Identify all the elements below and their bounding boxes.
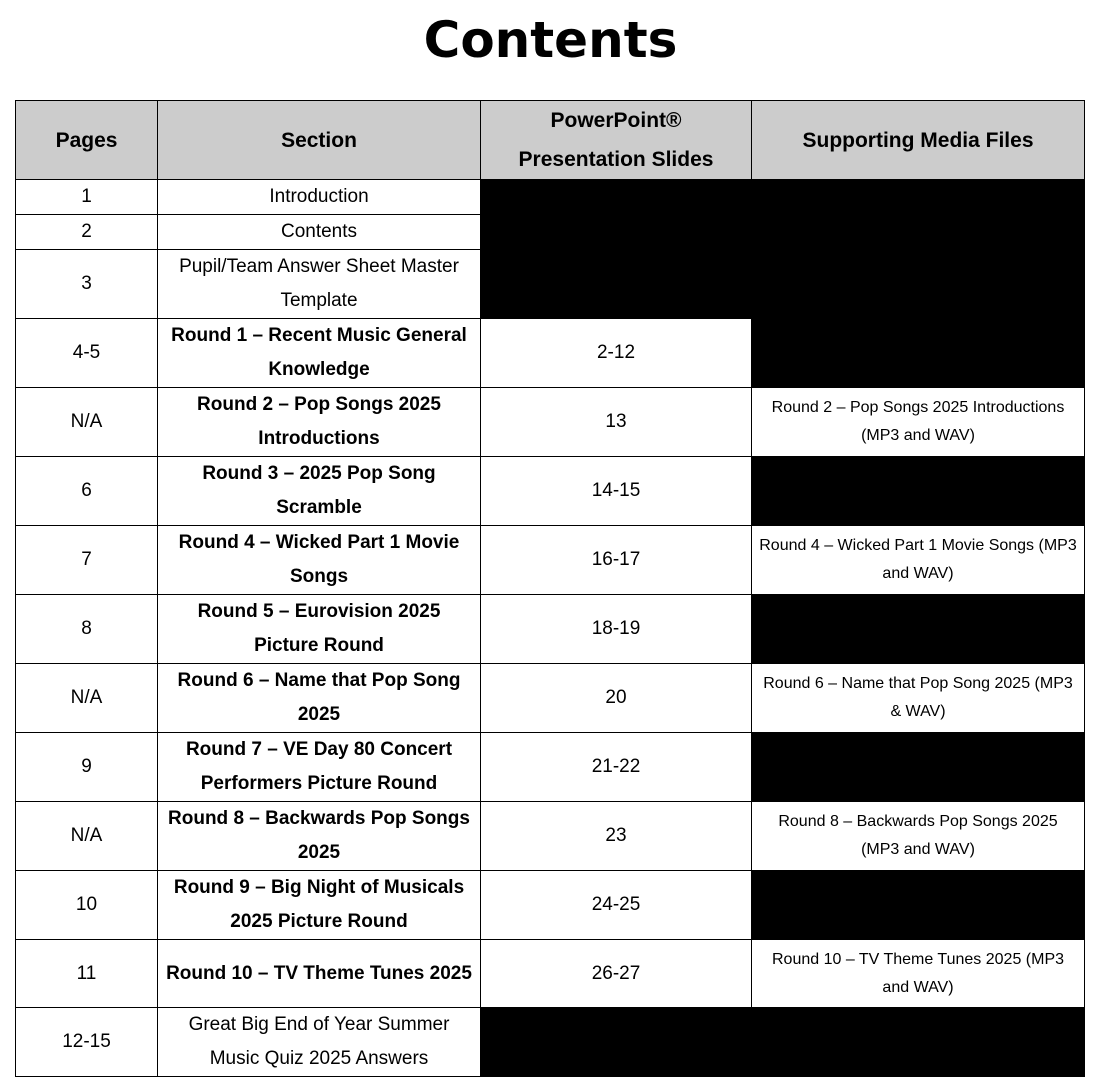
cell-section: Great Big End of Year Summer Music Quiz 2025 Answers bbox=[158, 1008, 481, 1077]
header-media: Supporting Media Files bbox=[752, 101, 1085, 180]
table-row bbox=[16, 733, 1085, 802]
table-row bbox=[16, 319, 1085, 388]
cell-slides: 20 bbox=[481, 664, 752, 733]
header-pages: Pages bbox=[16, 101, 158, 180]
cell-slides: 18-19 bbox=[481, 595, 752, 664]
cell-slides: 16-17 bbox=[481, 526, 752, 595]
cell-pages: 11 bbox=[16, 940, 158, 1008]
cell-pages: 6 bbox=[16, 457, 158, 526]
blacked-out-cell bbox=[752, 457, 1085, 526]
header-slides bbox=[481, 101, 752, 180]
cell-pages: 12-15 bbox=[16, 1008, 158, 1077]
cell-section: Round 5 – Eurovision 2025 Picture Round bbox=[158, 595, 481, 664]
cell-media: Round 8 – Backwards Pop Songs 2025 (MP3 and WAV) bbox=[752, 802, 1085, 871]
cell-slides: 13 bbox=[481, 388, 752, 457]
blacked-out-cell bbox=[481, 1008, 1085, 1077]
cell-pages: 7 bbox=[16, 526, 158, 595]
table-row bbox=[16, 595, 1085, 664]
cell-section: Contents bbox=[158, 215, 481, 250]
cell-slides: 2-12 bbox=[481, 319, 752, 388]
blacked-out-cell bbox=[752, 733, 1085, 802]
table-row bbox=[16, 940, 1085, 1008]
cell-section: Round 3 – 2025 Pop Song Scramble bbox=[158, 457, 481, 526]
cell-media: Round 10 – TV Theme Tunes 2025 (MP3 and WAV) bbox=[752, 940, 1085, 1008]
table-row bbox=[16, 664, 1085, 733]
cell-section: Round 10 – TV Theme Tunes 2025 bbox=[158, 940, 481, 1008]
cell-media: Round 4 – Wicked Part 1 Movie Songs (MP3 and WAV) bbox=[752, 526, 1085, 595]
page-title: Contents bbox=[423, 11, 678, 69]
cell-pages: N/A bbox=[16, 664, 158, 733]
header-slides-line1: PowerPoint® bbox=[550, 109, 682, 132]
cell-section: Round 6 – Name that Pop Song 2025 bbox=[158, 664, 481, 733]
cell-media: Round 2 – Pop Songs 2025 Introductions (MP3 and WAV) bbox=[752, 388, 1085, 457]
blacked-out-cell bbox=[752, 319, 1085, 388]
cell-slides: 23 bbox=[481, 802, 752, 871]
cell-section: Round 4 – Wicked Part 1 Movie Songs bbox=[158, 526, 481, 595]
cell-pages: 2 bbox=[16, 215, 158, 250]
table-row bbox=[16, 1008, 1085, 1077]
cell-section: Round 2 – Pop Songs 2025 Introductions bbox=[158, 388, 481, 457]
header-section: Section bbox=[158, 101, 481, 180]
cell-pages: 8 bbox=[16, 595, 158, 664]
cell-pages: 3 bbox=[16, 250, 158, 319]
table-row bbox=[16, 526, 1085, 595]
cell-pages: 10 bbox=[16, 871, 158, 940]
cell-slides: 14-15 bbox=[481, 457, 752, 526]
cell-section: Round 9 – Big Night of Musicals 2025 Picture Round bbox=[158, 871, 481, 940]
cell-slides: 26-27 bbox=[481, 940, 752, 1008]
cell-section: Introduction bbox=[158, 180, 481, 215]
table-row bbox=[16, 871, 1085, 940]
cell-pages: 4-5 bbox=[16, 319, 158, 388]
cell-section: Pupil/Team Answer Sheet Master Template bbox=[158, 250, 481, 319]
table-row bbox=[16, 388, 1085, 457]
cell-media: Round 6 – Name that Pop Song 2025 (MP3 & WAV) bbox=[752, 664, 1085, 733]
cell-slides: 21-22 bbox=[481, 733, 752, 802]
blacked-out-cell bbox=[752, 595, 1085, 664]
table-row bbox=[16, 802, 1085, 871]
table-row bbox=[16, 457, 1085, 526]
cell-section: Round 1 – Recent Music General Knowledge bbox=[158, 319, 481, 388]
table-row bbox=[16, 180, 1085, 215]
cell-pages: N/A bbox=[16, 802, 158, 871]
header-row bbox=[16, 101, 1085, 180]
blacked-out-cell bbox=[752, 871, 1085, 940]
contents-table bbox=[15, 100, 1085, 1077]
cell-pages: N/A bbox=[16, 388, 158, 457]
cell-slides: 24-25 bbox=[481, 871, 752, 940]
cell-section: Round 7 – VE Day 80 Concert Performers Picture Round bbox=[158, 733, 481, 802]
blacked-out-cell bbox=[481, 180, 1085, 319]
cell-pages: 9 bbox=[16, 733, 158, 802]
cell-pages: 1 bbox=[16, 180, 158, 215]
cell-section: Round 8 – Backwards Pop Songs 2025 bbox=[158, 802, 481, 871]
header-slides-line2: Presentation Slides bbox=[518, 148, 714, 171]
